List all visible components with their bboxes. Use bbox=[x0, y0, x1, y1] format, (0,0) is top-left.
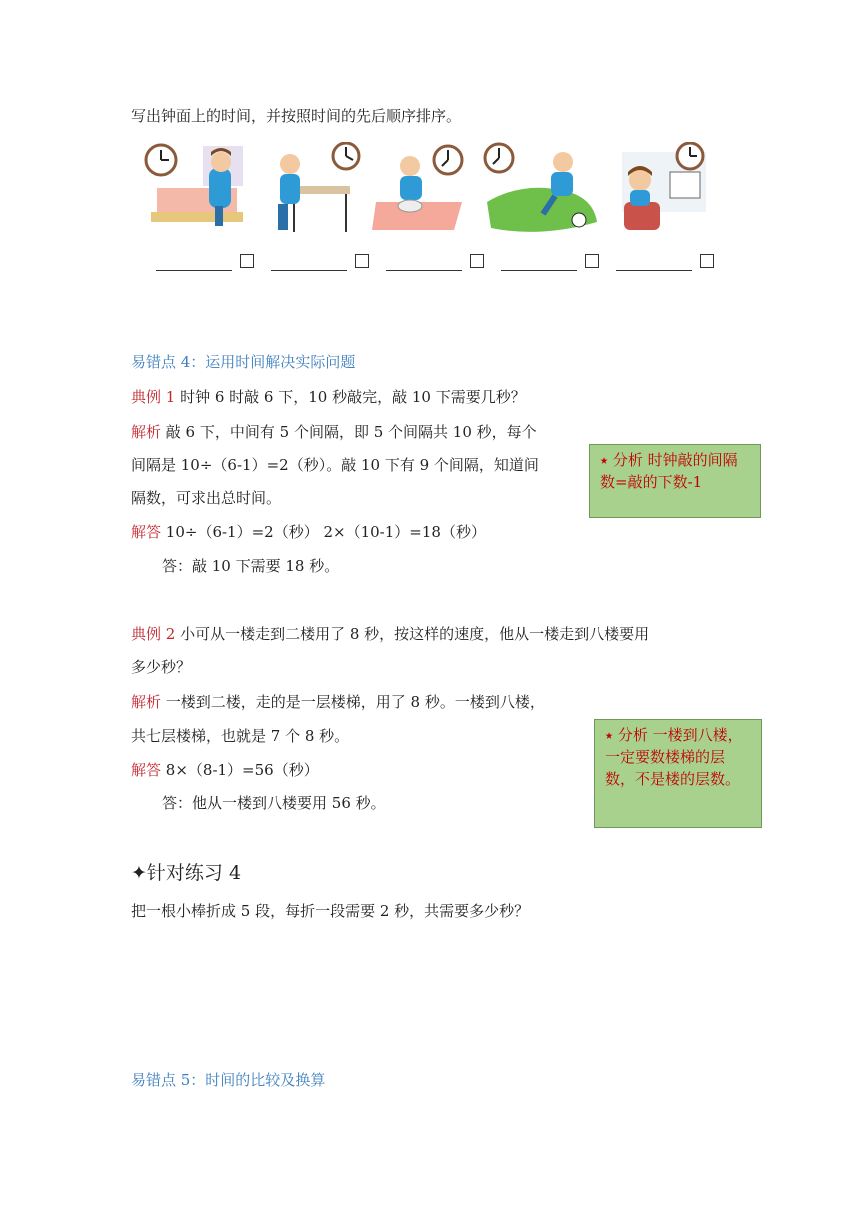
ex2-answer-label: 解答 bbox=[131, 761, 162, 779]
ex1-label: 典例 1 bbox=[131, 388, 176, 406]
ex2-answer: 8×（8-1）=56（秒） bbox=[161, 761, 319, 779]
ex2-analysis-note: ⭑ 分析 一楼到八楼，一定要数楼梯的层数，不是楼的层数。 bbox=[594, 719, 762, 828]
time-blank-2[interactable] bbox=[271, 252, 369, 271]
time-blank-1[interactable] bbox=[156, 252, 254, 271]
ex1-answer: 10÷（6-1）=2（秒） 2×（10-1）=18（秒） bbox=[161, 523, 486, 541]
ex1-answer-label: 解答 bbox=[131, 523, 162, 541]
ex2-question-2: 多少秒？ bbox=[131, 658, 192, 676]
ex2-question-1: 小可从一楼走到二楼用了 8 秒，按这样的速度，他从一楼走到八楼要用 bbox=[175, 625, 650, 643]
ex1-analysis-text-3: 隔数，可求出总时间。 bbox=[131, 489, 282, 507]
ex1-analysis-note: ⭑ 分析 时钟敲的间隔数=敲的下数-1 bbox=[589, 444, 761, 518]
practice-question: 把一根小棒折成 5 段，每折一段需要 2 秒，共需要多少秒？ bbox=[131, 902, 530, 920]
tv-scene bbox=[614, 142, 712, 238]
practice-title: 针对练习 4 bbox=[146, 862, 242, 884]
ex1-answer-line bbox=[131, 522, 486, 542]
order-box-4[interactable] bbox=[585, 254, 599, 268]
ex1-analysis-line1 bbox=[131, 422, 537, 442]
order-box-3[interactable] bbox=[470, 254, 484, 268]
ex1-question-line bbox=[131, 387, 526, 407]
ex1-analysis-label: 解析 bbox=[131, 423, 162, 441]
ex2-analysis-line1 bbox=[131, 692, 545, 712]
ex2-analysis-text-2: 共七层楼梯，也就是 7 个 8 秒。 bbox=[131, 727, 350, 745]
eating-scene bbox=[372, 142, 468, 238]
ex2-question-line1 bbox=[131, 624, 649, 644]
order-box-5[interactable] bbox=[700, 254, 714, 268]
order-box-1[interactable] bbox=[240, 254, 254, 268]
ex1-reply: 答：敲 10 下需要 18 秒。 bbox=[162, 557, 340, 575]
ex2-analysis-label: 解析 bbox=[131, 693, 162, 711]
playing-football-scene bbox=[481, 142, 599, 238]
order-box-2[interactable] bbox=[355, 254, 369, 268]
ex2-answer-line bbox=[131, 760, 319, 780]
wake-up-scene bbox=[143, 142, 255, 238]
intro-text: 写出钟面上的时间，并按照时间的先后顺序排序。 bbox=[131, 107, 462, 125]
ex1-analysis-text-2: 间隔是 10÷（6-1）=2（秒）。敲 10 下有 9 个间隔，知道间 bbox=[131, 456, 539, 474]
practice-title-line bbox=[131, 861, 241, 885]
time-blank-4[interactable] bbox=[501, 252, 599, 271]
section4-title: 易错点 4：运用时间解决实际问题 bbox=[131, 353, 356, 371]
ex2-reply: 答：他从一楼到八楼要用 56 秒。 bbox=[162, 794, 386, 812]
answer-row bbox=[156, 252, 726, 271]
ex1-question: 时钟 6 时敲 6 下，10 秒敲完，敲 10 下需要几秒？ bbox=[175, 388, 526, 406]
sparkle-icon: ✦ bbox=[131, 862, 147, 884]
ex1-analysis-text-1: 敲 6 下，中间有 5 个间隔，即 5 个间隔共 10 秒，每个 bbox=[161, 423, 537, 441]
time-blank-3[interactable] bbox=[386, 252, 484, 271]
section5-title: 易错点 5：时间的比较及换算 bbox=[131, 1071, 326, 1089]
ex2-label: 典例 2 bbox=[131, 625, 176, 643]
time-blank-5[interactable] bbox=[616, 252, 714, 271]
homework-scene bbox=[268, 142, 364, 238]
ex2-analysis-text-1: 一楼到二楼，走的是一层楼梯，用了 8 秒。一楼到八楼， bbox=[161, 693, 545, 711]
